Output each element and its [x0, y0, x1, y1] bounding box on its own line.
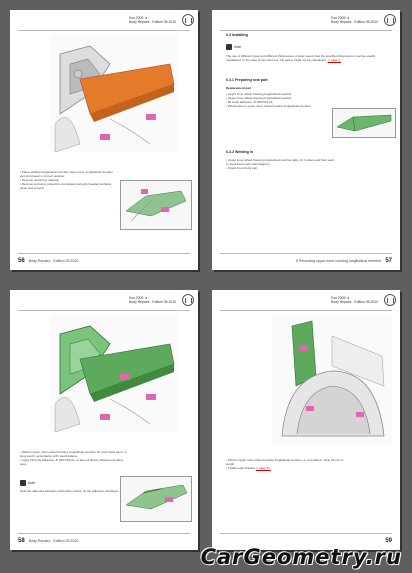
header-subtitle: Body Repairs - Edition 05.2010: [331, 20, 378, 25]
header-rule: [18, 310, 190, 311]
illustration-wheel-housing: [272, 316, 392, 446]
subsection-welding: 6.3.2 Welding in: [226, 150, 254, 154]
bullet-3: • Remove corrosion protection completely and grind welded surfaces clean and smooth.: [20, 182, 115, 190]
bullet-2: [226, 466, 346, 470]
illustration-adhesive-area: [120, 476, 192, 522]
footer-rule: [18, 253, 190, 254]
illustration-member-detail: [120, 180, 192, 230]
note-box: [226, 44, 241, 50]
footer-rule: [220, 253, 392, 254]
note-label: Note: [234, 45, 242, 49]
illustration-longitudinal-member-green: [50, 314, 178, 432]
welding-item-1: • Upper inner wheel housing longitudinal member align, fix in place and then weld in accordance with weld diagram.: [226, 158, 336, 166]
header-title: Eos 2005 ➔: [331, 16, 350, 20]
vw-logo-icon: [182, 294, 194, 306]
page-header: [331, 296, 378, 304]
page-footer: [296, 258, 392, 264]
header-subtitle: Body Repairs - Edition 05.2010: [129, 300, 176, 305]
instructions-list: [226, 458, 346, 470]
watermark-logo: CarGeometry.ru: [200, 545, 402, 569]
vw-logo-icon: [182, 14, 194, 26]
note-icon: [226, 44, 232, 50]
note-text-content: The use of different types and different thicknesses of steel means that the specified dimensions must be exactly maintained. In the case of incorrect use, the safety might not be maintained.: [226, 54, 376, 62]
page-number: 59: [385, 538, 392, 544]
page-footer: [18, 258, 78, 264]
page-reference-link[interactable]: ⇒ page 17.: [255, 466, 271, 470]
welding-list: [226, 158, 336, 170]
illustration-new-part: [332, 108, 396, 138]
bullet-2-text: Install upper bracket: [227, 466, 255, 470]
page-header: [129, 296, 176, 304]
vw-logo-icon: [384, 294, 396, 306]
replacement-label: Replacement part: [226, 86, 252, 90]
replacement-item-4: • Weld holes on upper inner wheel housing longitudinal member: [226, 104, 321, 108]
footer-label: Body Repairs - Edition 05.2010: [28, 539, 79, 543]
footer-label: Body Repairs - Edition 05.2010: [28, 259, 79, 263]
replacement-list: [226, 92, 321, 108]
header-rule: [220, 30, 392, 31]
footer-rule: [220, 533, 392, 534]
page-number: 58: [18, 538, 25, 544]
replacement-item-2: • Upper inner wheel housing longitudinal member: [226, 96, 321, 100]
manual-page-58: [10, 290, 198, 550]
vw-logo-icon: [384, 14, 396, 26]
note-icon: [20, 480, 26, 486]
footer-label: 6 Removing upper inner housing longitudinal member: [296, 259, 382, 263]
page-header: [129, 16, 176, 24]
note-text: [226, 54, 386, 62]
bullet-2: • Apply 2K body adhesive -D 180 KD3 A1- in area of factory adhesive bonded area.: [20, 458, 130, 466]
page-number: 56: [18, 258, 25, 264]
note-label: Note: [28, 481, 36, 485]
page-footer: [385, 538, 392, 544]
subsection-prepare: 6.3.1 Preparing new part: [226, 78, 268, 82]
footer-rule: [18, 533, 190, 534]
instructions-list: [20, 450, 130, 466]
manual-page-59: [212, 290, 400, 550]
welding-item-2: • Check fit on body part.: [226, 166, 336, 170]
page-footer: [18, 538, 78, 544]
page-header: [331, 16, 378, 24]
bullet-1: • Weld in upper inner wheel housing longitudinal member -A- and attach, using 90 mm in length.: [226, 458, 346, 466]
header-subtitle: Body Repairs - Edition 05.2010: [331, 300, 378, 305]
header-rule: [18, 30, 190, 31]
instructions-list: [20, 170, 115, 190]
note-box: [20, 480, 35, 486]
page-number: 57: [385, 258, 392, 264]
header-subtitle: Body Repairs - Edition 05.2010: [129, 20, 176, 25]
replacement-item-3: • 2K body adhesive -D 180 KD3 A1-: [226, 100, 321, 104]
warning-link[interactable]: ⇒ page 1.: [327, 58, 341, 62]
bullet-2: • Remove remaining material.: [20, 178, 115, 182]
header-title: Eos 2005 ➔: [129, 16, 148, 20]
manual-page-57: [212, 10, 400, 270]
bullet-1: • Weld in upper inner wheel housing longitudinal member -B- and check each -C- plug weld in accordance with specifications.: [20, 450, 130, 458]
header-title: Eos 2005 ➔: [331, 296, 350, 300]
replacement-item-1: • Upper inner wheel housing longitudinal member: [226, 92, 321, 96]
header-rule: [220, 310, 392, 311]
bullet-1: • Place welding longitudinal member upper inner, longitudinal member and strut tower in correct position.: [20, 170, 115, 178]
note-text: Note the data and adhesion information shown on the adhesive cartridges.: [20, 489, 119, 493]
header-title: Eos 2005 ➔: [129, 296, 148, 300]
illustration-longitudinal-member-orange: [50, 34, 178, 152]
manual-page-56: [10, 10, 198, 270]
section-title: 6.3 Installing: [226, 33, 248, 37]
